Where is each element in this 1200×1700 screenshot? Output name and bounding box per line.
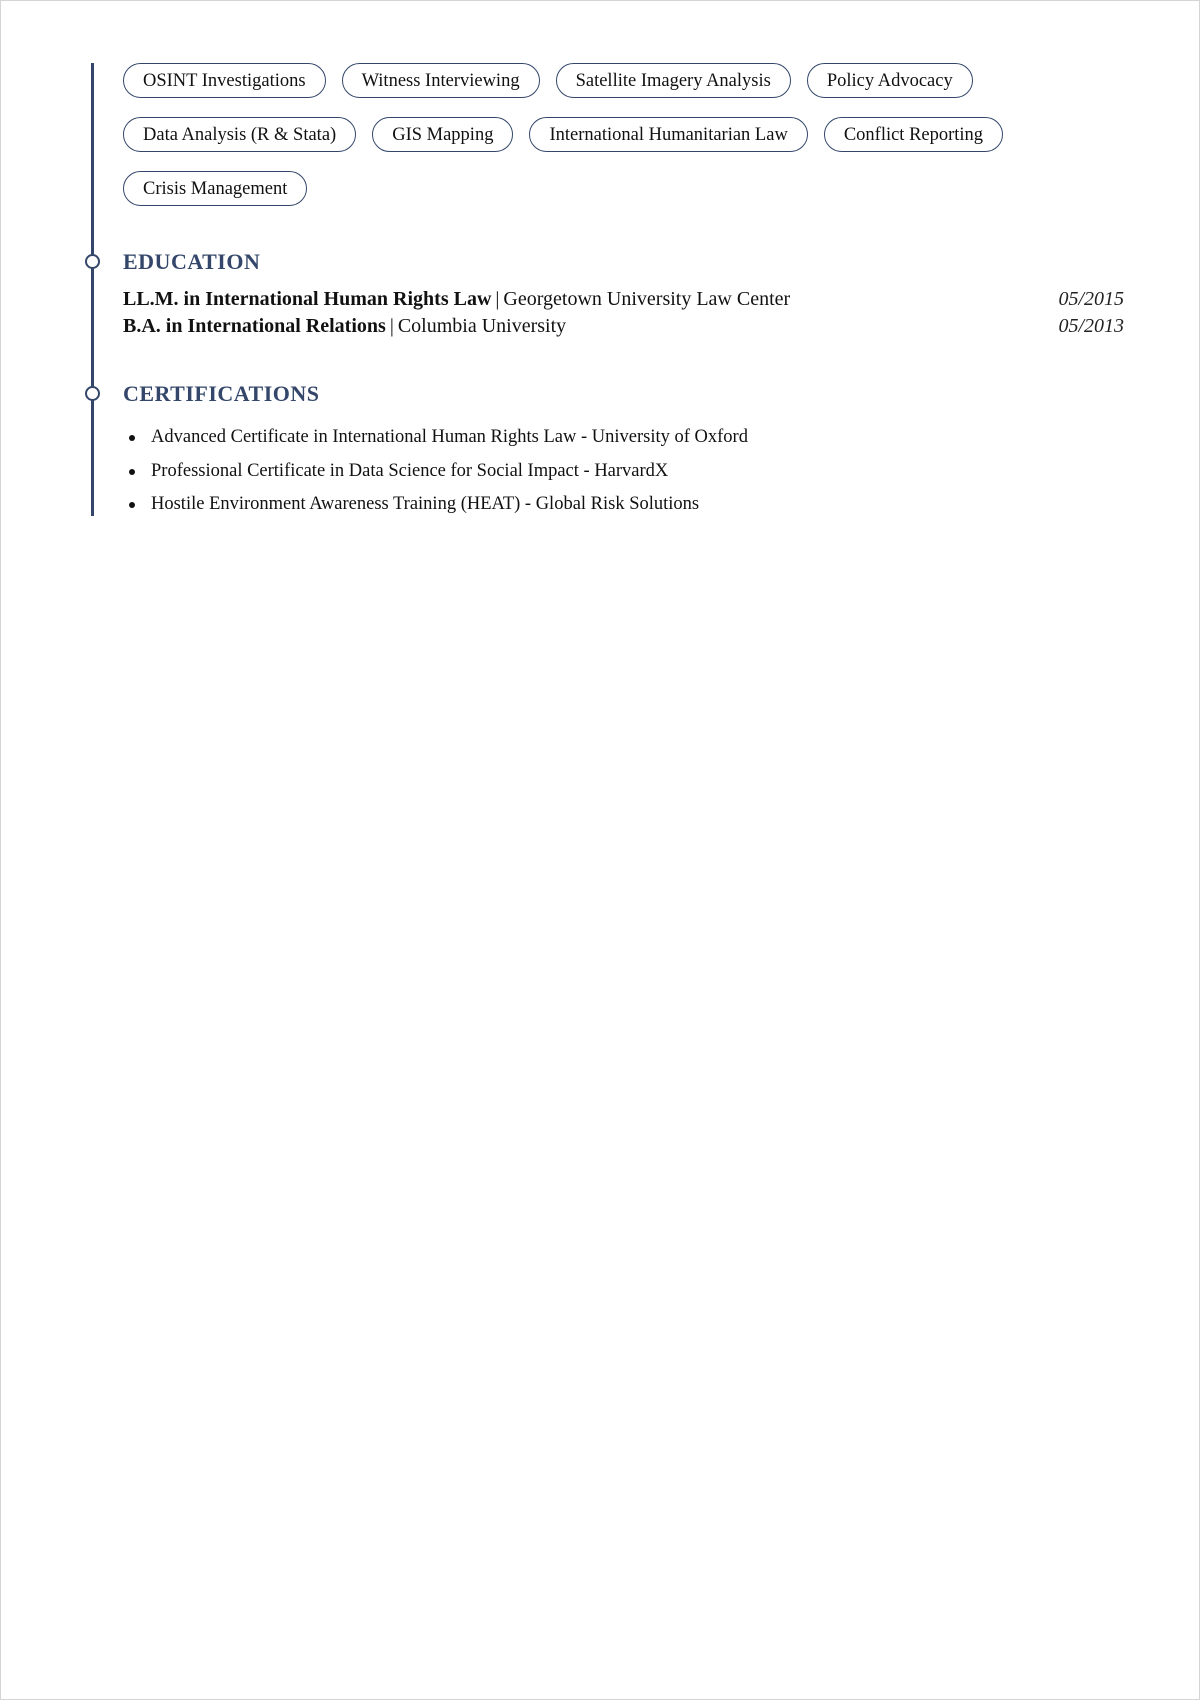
bullet-icon	[129, 502, 135, 508]
education-separator: |	[389, 315, 394, 337]
education-entry-main	[123, 288, 790, 311]
education-list	[123, 288, 1124, 342]
skill-tag: GIS Mapping	[372, 117, 513, 152]
certification-item	[123, 455, 1123, 489]
education-date: 05/2013	[1058, 315, 1124, 337]
certification-item	[123, 421, 1123, 455]
resume-content	[123, 63, 1124, 514]
timeline-line	[91, 63, 94, 516]
education-institution: Columbia University	[397, 315, 567, 337]
certification-item	[123, 488, 1123, 522]
education-degree: B.A. in International Relations	[123, 315, 386, 337]
education-entry-main	[123, 315, 566, 338]
skill-tag: International Humanitarian Law	[529, 117, 807, 152]
skill-tag: Witness Interviewing	[342, 63, 540, 98]
certification-text: Professional Certificate in Data Science for Social Impact - HarvardX	[151, 460, 669, 481]
skill-tag: Satellite Imagery Analysis	[556, 63, 791, 98]
bullet-icon	[129, 469, 135, 475]
skill-tag: Data Analysis (R & Stata)	[123, 117, 356, 152]
certifications-list	[123, 421, 1123, 522]
timeline-node-education-icon	[85, 254, 100, 269]
skill-tag: OSINT Investigations	[123, 63, 326, 98]
education-entry	[123, 288, 1124, 315]
education-separator: |	[495, 288, 500, 310]
timeline-node-certifications-icon	[85, 386, 100, 401]
skill-tag: Crisis Management	[123, 171, 307, 206]
skill-tag: Conflict Reporting	[824, 117, 1003, 152]
certification-text: Advanced Certificate in International Human Rights Law - University of Oxford	[151, 427, 748, 447]
education-entry	[123, 315, 1124, 342]
education-date: 05/2015	[1058, 288, 1124, 310]
certification-text: Hostile Environment Awareness Training (HEAT) - Global Risk Solutions	[151, 494, 700, 514]
education-degree: LL.M. in International Human Rights Law	[123, 288, 492, 310]
education-institution: Georgetown University Law Center	[503, 288, 791, 310]
education-heading: EDUCATION	[123, 249, 261, 274]
certifications-heading: CERTIFICATIONS	[123, 381, 320, 406]
skill-tag: Policy Advocacy	[807, 63, 973, 98]
bullet-icon	[129, 435, 135, 441]
skills-tag-list	[123, 63, 1083, 206]
